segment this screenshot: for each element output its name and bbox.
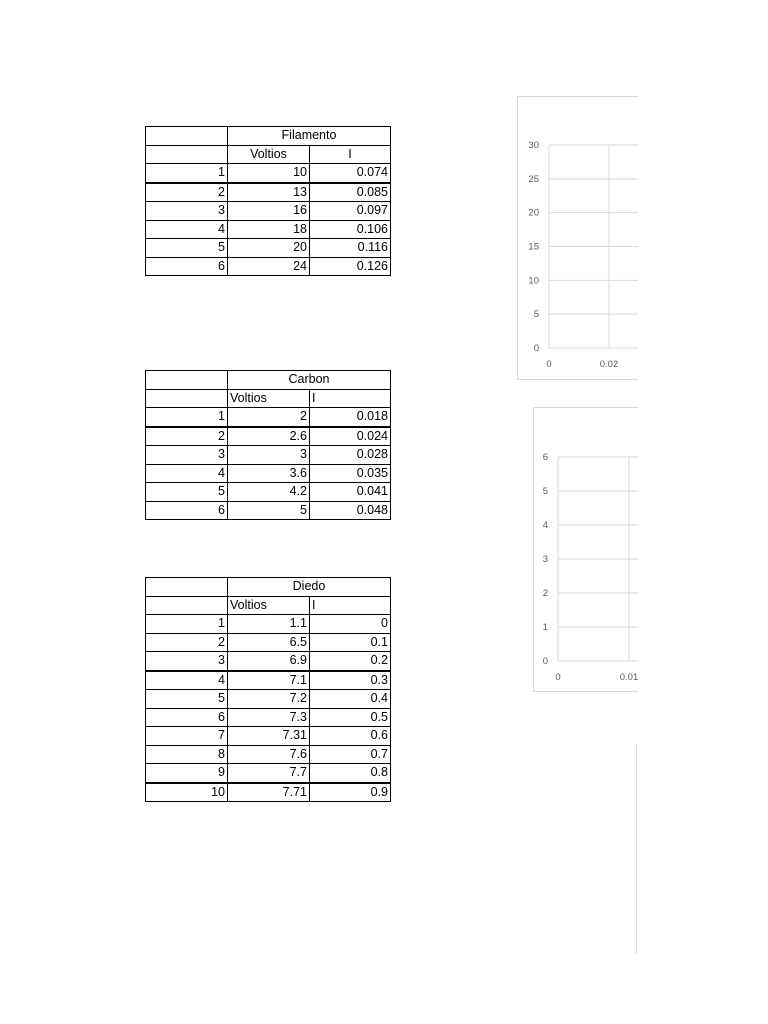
column-header-voltios[interactable]: Voltios xyxy=(228,596,310,615)
current-cell[interactable]: 0.3 xyxy=(310,671,391,690)
chart-plot-area xyxy=(518,97,638,379)
table-row xyxy=(146,164,391,183)
carbon-chart[interactable] xyxy=(533,407,638,692)
voltios-cell[interactable]: 7.3 xyxy=(228,708,310,727)
current-cell[interactable]: 0.097 xyxy=(310,202,391,221)
y-tick-label: 0 xyxy=(542,656,548,667)
table-title[interactable]: Diedo xyxy=(228,578,391,597)
table-row xyxy=(146,483,391,502)
y-tick-label: 4 xyxy=(542,520,548,531)
table-row xyxy=(146,690,391,709)
row-index-cell[interactable]: 10 xyxy=(146,783,228,802)
x-tick-label: 0 xyxy=(546,359,552,370)
voltios-cell[interactable]: 7.1 xyxy=(228,671,310,690)
filamento-table xyxy=(145,126,391,276)
voltios-cell[interactable]: 6.9 xyxy=(228,652,310,671)
table-row xyxy=(146,671,391,690)
blank-cell[interactable] xyxy=(146,596,228,615)
current-cell[interactable]: 0.018 xyxy=(310,408,391,427)
blank-cell[interactable] xyxy=(146,371,228,390)
row-index-cell[interactable]: 1 xyxy=(146,408,228,427)
row-index-cell[interactable]: 2 xyxy=(146,633,228,652)
table-row xyxy=(146,615,391,634)
row-index-cell[interactable]: 6 xyxy=(146,257,228,276)
y-tick-label: 20 xyxy=(528,207,539,219)
row-index-cell[interactable]: 2 xyxy=(146,183,228,202)
row-index-cell[interactable]: 3 xyxy=(146,652,228,671)
current-cell[interactable]: 0.9 xyxy=(310,783,391,802)
voltios-cell[interactable]: 2 xyxy=(228,408,310,427)
voltios-cell[interactable]: 20 xyxy=(228,239,310,258)
y-tick-label: 30 xyxy=(528,140,539,151)
row-index-cell[interactable]: 8 xyxy=(146,745,228,764)
voltios-cell[interactable]: 2.6 xyxy=(228,427,310,446)
table-title[interactable]: Carbon xyxy=(228,371,391,390)
y-tick-label: 0 xyxy=(533,343,539,354)
voltios-cell[interactable]: 7.2 xyxy=(228,690,310,709)
current-cell[interactable]: 0.048 xyxy=(310,501,391,520)
current-cell[interactable]: 0.126 xyxy=(310,257,391,276)
row-index-cell[interactable]: 6 xyxy=(146,501,228,520)
table-row xyxy=(146,183,391,202)
row-index-cell[interactable]: 5 xyxy=(146,239,228,258)
y-tick-label: 15 xyxy=(528,241,539,253)
blank-cell[interactable] xyxy=(146,145,228,164)
table-row xyxy=(146,633,391,652)
table-row xyxy=(146,783,391,802)
table-row xyxy=(146,408,391,427)
current-cell[interactable]: 0.1 xyxy=(310,633,391,652)
table-row xyxy=(146,464,391,483)
x-tick-label: 0 xyxy=(555,672,561,683)
current-cell[interactable]: 0.085 xyxy=(310,183,391,202)
row-index-cell[interactable]: 9 xyxy=(146,764,228,783)
row-index-cell[interactable]: 3 xyxy=(146,202,228,221)
current-cell[interactable]: 0 xyxy=(310,615,391,634)
y-tick-label: 1 xyxy=(542,622,548,633)
column-header-voltios[interactable]: Voltios xyxy=(228,145,310,164)
voltios-cell[interactable]: 3.6 xyxy=(228,464,310,483)
x-tick-label: 0.02 xyxy=(599,359,619,370)
voltios-cell[interactable]: 7.71 xyxy=(228,783,310,802)
y-tick-label: 5 xyxy=(533,309,539,321)
row-index-cell[interactable]: 3 xyxy=(146,446,228,465)
x-tick-label: 0.01 xyxy=(619,672,638,683)
table-title[interactable]: Filamento xyxy=(228,127,391,146)
voltios-cell[interactable]: 1.1 xyxy=(228,615,310,634)
voltios-cell[interactable]: 16 xyxy=(228,202,310,221)
current-cell[interactable]: 0.106 xyxy=(310,220,391,239)
y-tick-label: 3 xyxy=(542,554,548,565)
voltios-cell[interactable]: 6.5 xyxy=(228,633,310,652)
voltios-cell[interactable]: 5 xyxy=(228,501,310,520)
y-tick-label: 25 xyxy=(528,173,539,185)
row-index-cell[interactable]: 5 xyxy=(146,483,228,502)
table-title-row xyxy=(146,371,391,390)
table-row xyxy=(146,745,391,764)
current-cell[interactable]: 0.024 xyxy=(310,427,391,446)
table-row xyxy=(146,427,391,446)
table-header-row xyxy=(146,596,391,615)
table-row xyxy=(146,202,391,221)
column-header-i[interactable]: I xyxy=(310,145,391,164)
voltios-cell[interactable]: 7.7 xyxy=(228,764,310,783)
current-cell[interactable]: 0.7 xyxy=(310,745,391,764)
y-tick-label: 2 xyxy=(542,588,548,599)
current-cell[interactable]: 0.041 xyxy=(310,483,391,502)
table-title-row xyxy=(146,578,391,597)
diedo-table xyxy=(145,577,391,802)
row-index-cell[interactable]: 6 xyxy=(146,708,228,727)
blank-cell[interactable] xyxy=(146,389,228,408)
y-tick-label: 6 xyxy=(542,452,548,463)
y-tick-label: 10 xyxy=(528,275,539,287)
table-row xyxy=(146,257,391,276)
table-row xyxy=(146,446,391,465)
blank-cell[interactable] xyxy=(146,127,228,146)
current-cell[interactable]: 0.028 xyxy=(310,446,391,465)
table-header-row xyxy=(146,389,391,408)
carbon-table xyxy=(145,370,391,520)
row-index-cell[interactable]: 1 xyxy=(146,164,228,183)
voltios-cell[interactable]: 13 xyxy=(228,183,310,202)
table-row xyxy=(146,727,391,746)
y-tick-label: 5 xyxy=(542,486,548,497)
voltios-cell[interactable]: 3 xyxy=(228,446,310,465)
chart-plot-area xyxy=(534,408,638,691)
current-cell[interactable]: 0.035 xyxy=(310,464,391,483)
row-index-cell[interactable]: 7 xyxy=(146,727,228,746)
current-cell[interactable]: 0.8 xyxy=(310,764,391,783)
voltios-cell[interactable]: 4.2 xyxy=(228,483,310,502)
voltios-cell[interactable]: 10 xyxy=(228,164,310,183)
table-row xyxy=(146,708,391,727)
table-row xyxy=(146,239,391,258)
row-index-cell[interactable]: 4 xyxy=(146,464,228,483)
table-row xyxy=(146,764,391,783)
table-title-row xyxy=(146,127,391,146)
column-header-i[interactable]: I xyxy=(310,596,391,615)
row-index-cell[interactable]: 1 xyxy=(146,615,228,634)
row-index-cell[interactable]: 5 xyxy=(146,690,228,709)
voltios-cell[interactable]: 7.6 xyxy=(228,745,310,764)
chart-edge-divider xyxy=(636,744,637,954)
column-header-i[interactable]: I xyxy=(310,389,391,408)
blank-cell[interactable] xyxy=(146,578,228,597)
row-index-cell[interactable]: 4 xyxy=(146,220,228,239)
voltios-cell[interactable]: 7.31 xyxy=(228,727,310,746)
table-row xyxy=(146,652,391,671)
table-row xyxy=(146,220,391,239)
voltios-cell[interactable]: 24 xyxy=(228,257,310,276)
current-cell[interactable]: 0.4 xyxy=(310,690,391,709)
row-index-cell[interactable]: 4 xyxy=(146,671,228,690)
filamento-chart[interactable] xyxy=(517,96,638,380)
table-header-row xyxy=(146,145,391,164)
current-cell[interactable]: 0.2 xyxy=(310,652,391,671)
column-header-voltios[interactable]: Voltios xyxy=(228,389,310,408)
current-cell[interactable]: 0.116 xyxy=(310,239,391,258)
current-cell[interactable]: 0.5 xyxy=(310,708,391,727)
table-row xyxy=(146,501,391,520)
row-index-cell[interactable]: 2 xyxy=(146,427,228,446)
voltios-cell[interactable]: 18 xyxy=(228,220,310,239)
current-cell[interactable]: 0.6 xyxy=(310,727,391,746)
current-cell[interactable]: 0.074 xyxy=(310,164,391,183)
